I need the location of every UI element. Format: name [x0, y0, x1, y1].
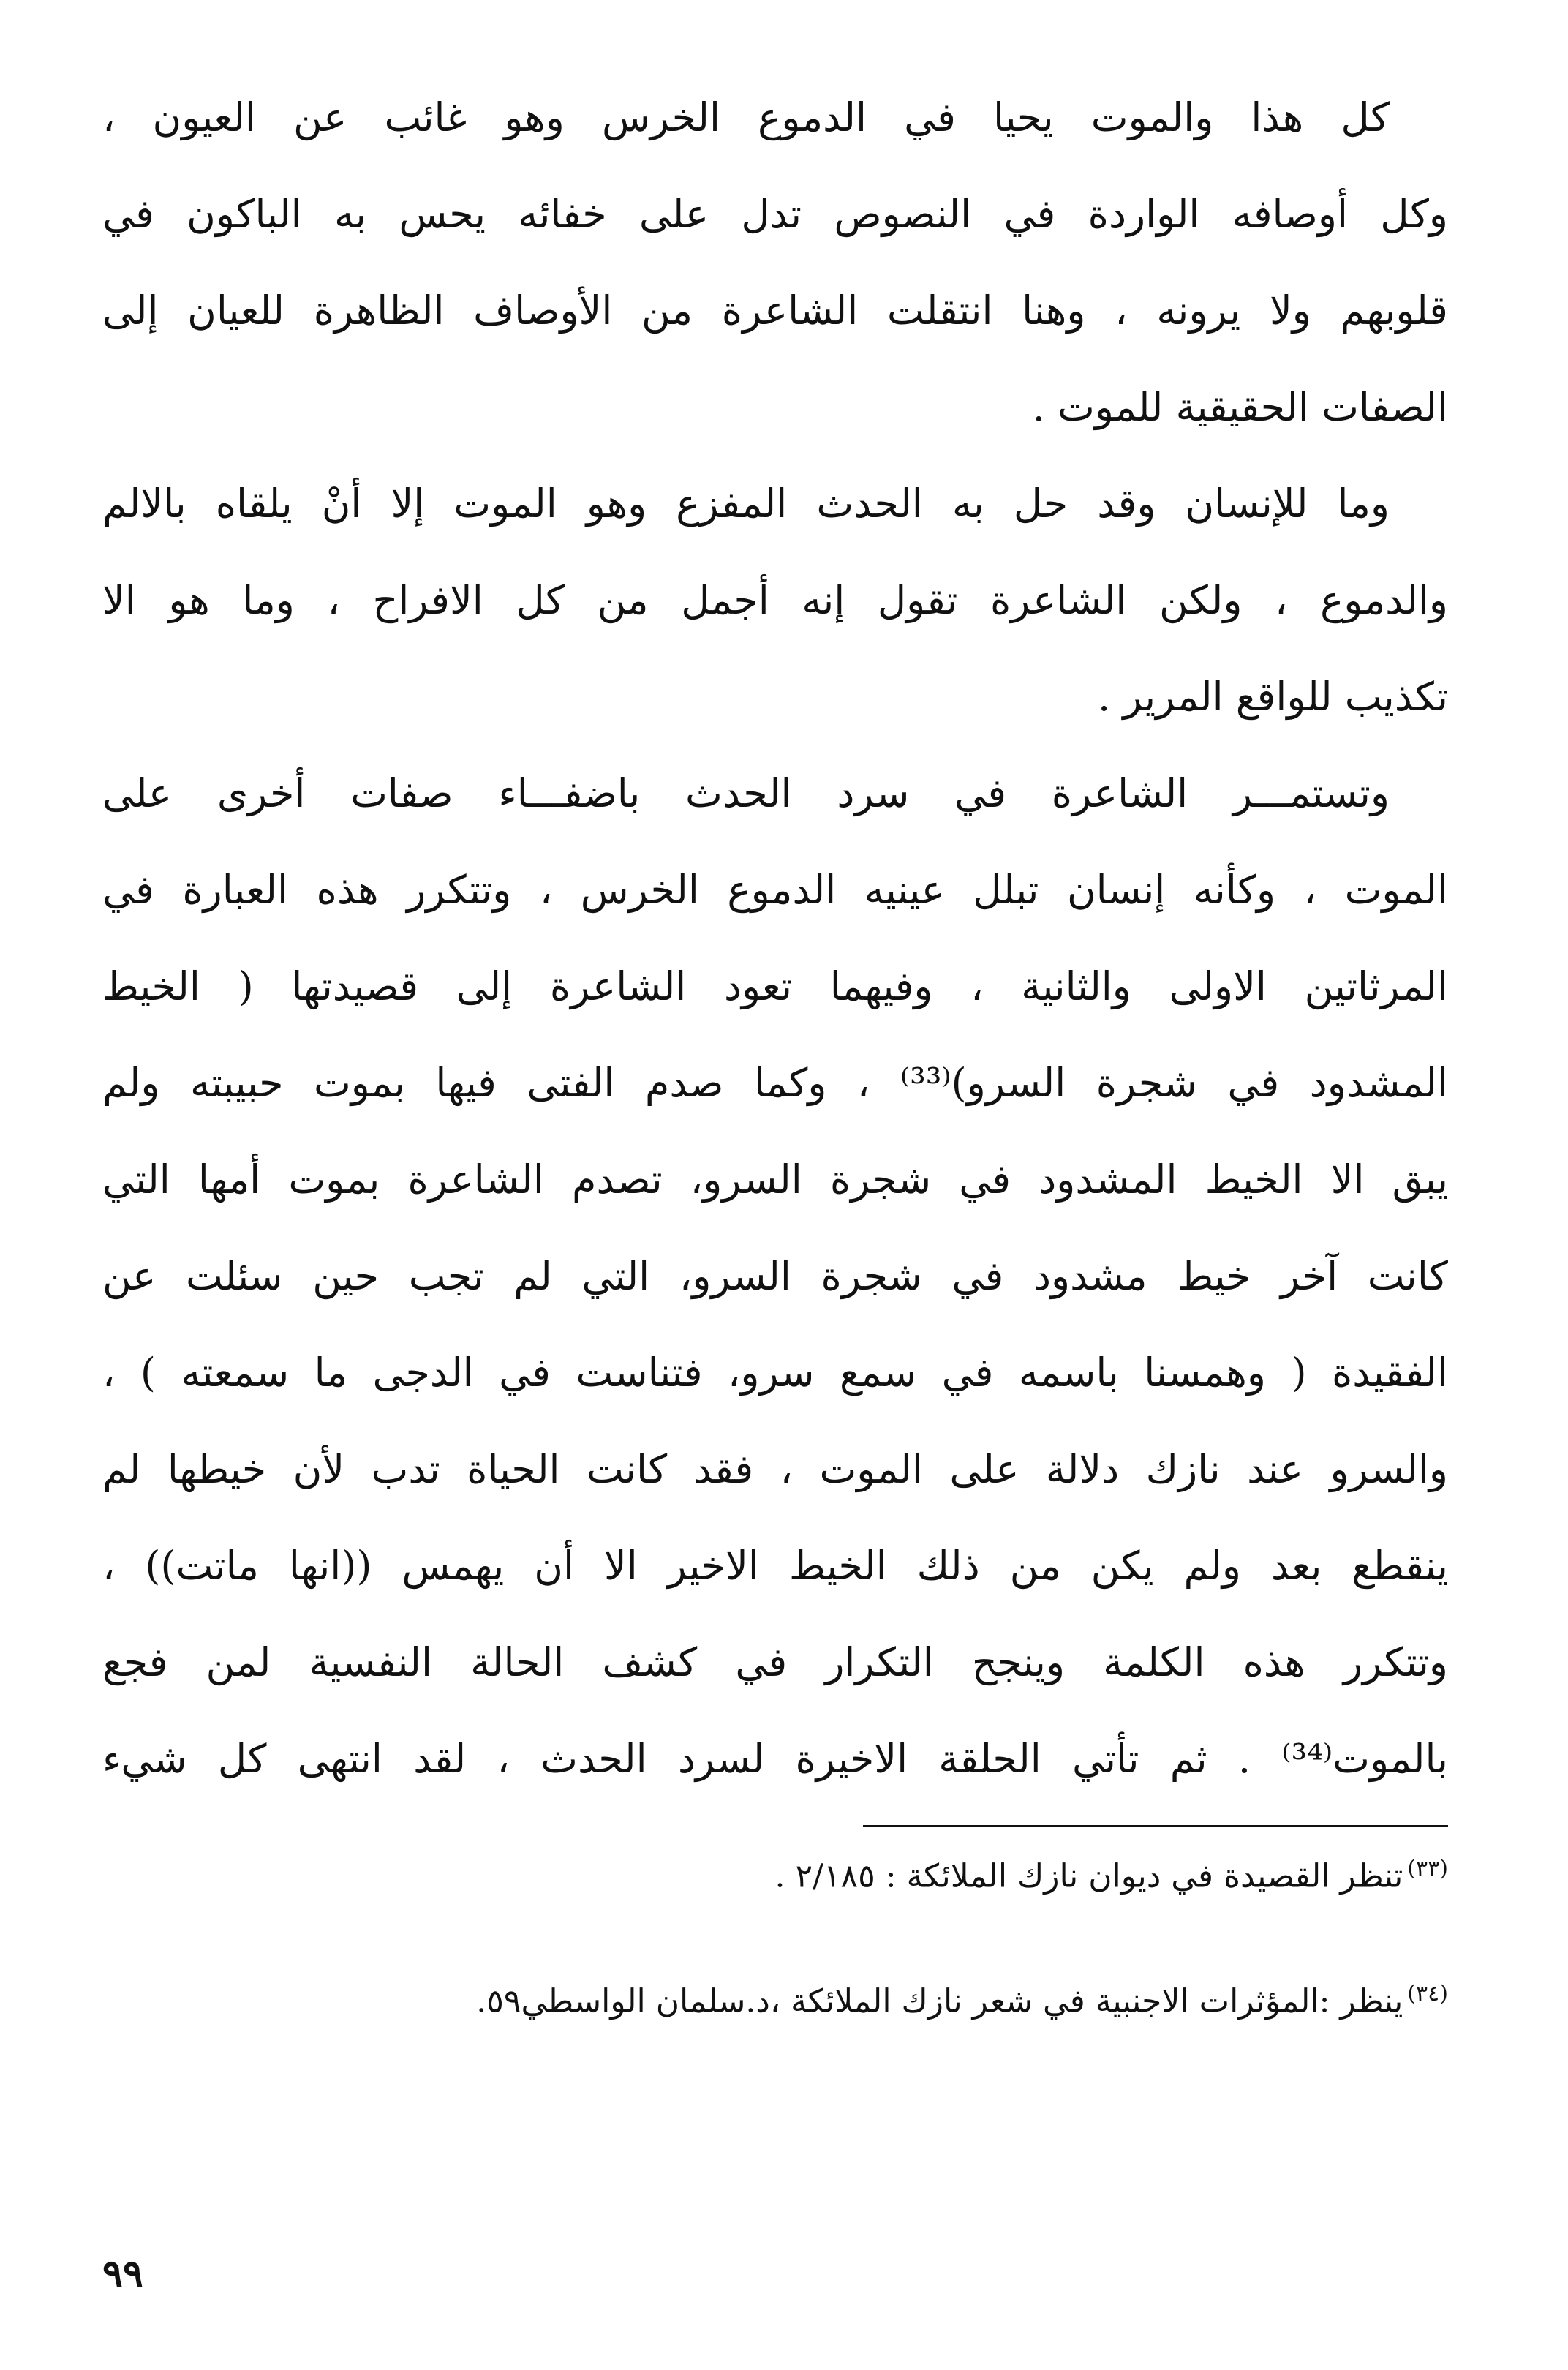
- footnote-separator: [863, 1825, 1448, 1827]
- text-line: والسرو عند نازك دلالة على الموت ، فقد كانت الحياة تدب لأن خيطها لم: [102, 1446, 1448, 1492]
- text-line: وكل أوصافه الواردة في النصوص تدل على خفائه يحس به الباكون في: [102, 191, 1448, 237]
- text-line: يبق الا الخيط المشدود في شجرة السرو، تصدم الشاعرة بموت أمها التي: [102, 1156, 1448, 1203]
- footnotes: [102, 1843, 1448, 2027]
- text-line: الموت ، وكأنه إنسان تبلل عينيه الدموع الخرس ، وتتكرر هذه العبارة في: [102, 867, 1448, 913]
- text-line: وما للإنسان وقد حل به الحدث المفزع وهو الموت إلا أنْ يلقاه بالالم: [102, 481, 1390, 527]
- text-line: تكذيب للواقع المرير .: [1098, 674, 1448, 720]
- text-line: الصفات الحقيقية للموت .: [1032, 384, 1448, 430]
- text-line: وتتكرر هذه الكلمة وينجح التكرار في كشف الحالة النفسية لمن فجع: [102, 1639, 1448, 1685]
- text-line: وتستمـــر الشاعرة في سرد الحدث باضفـــاء صفات أخرى على: [102, 770, 1390, 816]
- text-line: المشدود في شجرة السرو)⁽³³⁾ ، وكما صدم الفتى فيها بموت حبيبته ولم: [102, 1060, 1448, 1106]
- text-line: بالموت⁽³⁴⁾ . ثم تأتي الحلقة الاخيرة لسرد الحدث ، لقد انتهى كل شيء: [102, 1736, 1448, 1782]
- text-line: والدموع ، ولكن الشاعرة تقول إنه أجمل من كل الافراح ، وما هو الا: [102, 577, 1448, 623]
- footnote-marker: (٣٤): [1407, 1980, 1448, 2006]
- text-line: المرثاتين الاولى والثانية ، وفيهما تعود الشاعرة إلى قصيدتها ( الخيط: [102, 963, 1448, 1009]
- text-line: قلوبهم ولا يرونه ، وهنا انتقلت الشاعرة من الأوصاف الظاهرة للعيان إلى: [102, 287, 1448, 334]
- footnote: [102, 1968, 1448, 2028]
- text-line: الفقيدة ( وهمسنا باسمه في سمع سرو، فتناست في الدجى ما سمعته ) ،: [102, 1350, 1448, 1396]
- footnote-text: تنظر القصيدة في ديوان نازك الملائكة : ٢/١٨٥ .: [774, 1857, 1403, 1895]
- footnote-text: ينظر :المؤثرات الاجنبية في شعر نازك الملائكة ،د.سلمان الواسطي٥٩.: [476, 1982, 1403, 2020]
- footnote: [102, 1843, 1448, 1903]
- text-line: كل هذا والموت يحيا في الدموع الخرس وهو غائب عن العيون ،: [102, 94, 1390, 140]
- page-number: ٩٩: [102, 2252, 143, 2296]
- text-line: كانت آخر خيط مشدود في شجرة السرو، التي لم تجب حين سئلت عن: [102, 1253, 1448, 1299]
- text-line: ينقطع بعد ولم يكن من ذلك الخيط الاخير الا أن يهمس ((انها ماتت)) ،: [102, 1543, 1448, 1589]
- footnote-marker: (٣٣): [1407, 1856, 1448, 1881]
- body-text: [102, 69, 1448, 1807]
